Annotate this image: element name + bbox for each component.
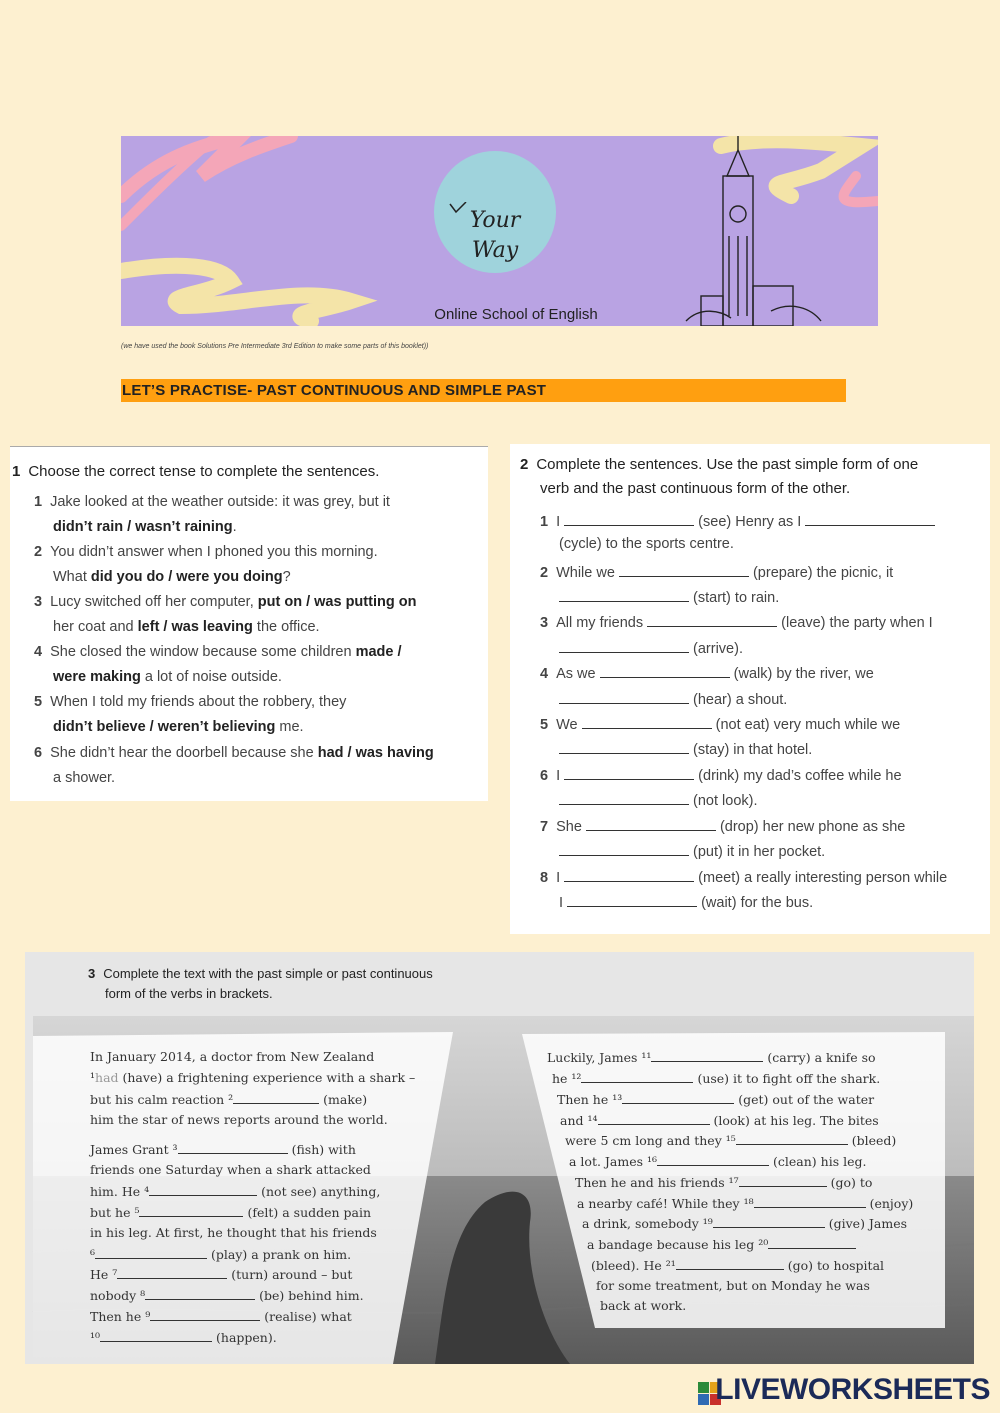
- text-line: in his leg. At first, he thought that his friends: [90, 1225, 377, 1240]
- text-line: a drink, somebody ¹⁹ (give) James: [582, 1216, 908, 1231]
- text-line: him. He ⁴ (not see) anything,: [90, 1184, 381, 1199]
- source-note: (we have used the book Solutions Pre Intermediate 3rd Edition to make some parts of this booklet)): [121, 343, 429, 350]
- choice-option[interactable]: didn’t believe / weren’t believing: [53, 719, 276, 735]
- text-line: Then he ¹³ (get) out of the water: [557, 1092, 875, 1107]
- list-item-line: (cycle) to the sports centre.: [559, 536, 734, 552]
- answer-blank[interactable]: [178, 1141, 288, 1154]
- answer-blank[interactable]: [713, 1215, 825, 1228]
- choice-option[interactable]: did you do / were you doing: [90, 569, 283, 585]
- text-line: nobody ⁸ (be) behind him.: [90, 1288, 364, 1303]
- answer-blank[interactable]: [559, 638, 689, 653]
- example-answer: had: [95, 1070, 119, 1085]
- answer-blank[interactable]: [564, 511, 694, 526]
- answer-blank[interactable]: [559, 841, 689, 856]
- list-item: 4 She closed the window because some children made /: [34, 644, 402, 660]
- choice-option[interactable]: didn’t rain / wasn’t raining: [53, 519, 233, 535]
- choice-option[interactable]: had / was having: [317, 745, 434, 761]
- exercise-2-panel: [510, 444, 990, 934]
- text-line: ⁶ (play) a prank on him.: [90, 1247, 352, 1262]
- text-line: Then he and his friends ¹⁷ (go) to: [575, 1175, 873, 1190]
- list-item: 2 While we (prepare) the picnic, it: [540, 562, 893, 581]
- answer-blank[interactable]: [95, 1246, 207, 1259]
- list-item-line: (put) it in her pocket.: [559, 841, 825, 860]
- big-ben-icon: [686, 136, 821, 326]
- text-line: a nearby café! While they ¹⁸ (enjoy): [577, 1196, 914, 1211]
- answer-blank[interactable]: [564, 867, 694, 882]
- answer-blank[interactable]: [736, 1132, 848, 1145]
- list-item-line: (stay) in that hotel.: [559, 739, 812, 758]
- text-line: a bandage because his leg ²⁰: [587, 1236, 856, 1252]
- text-line: back at work.: [600, 1298, 687, 1313]
- list-item-line: a shower.: [53, 770, 116, 786]
- choice-option[interactable]: put on / was putting on: [257, 594, 417, 610]
- answer-blank[interactable]: [622, 1091, 734, 1104]
- text-line: James Grant ³ (fish) with: [90, 1142, 356, 1157]
- text-line: Then he ⁹ (realise) what: [90, 1309, 352, 1324]
- exercise-heading-text: Choose the correct tense to complete the sentences.: [28, 463, 380, 480]
- text-line: him the star of news reports around the world.: [90, 1112, 388, 1127]
- text-line: ¹had (have) a frightening experience with a shark –: [90, 1070, 416, 1085]
- exercise-1-panel: [10, 446, 488, 801]
- answer-blank[interactable]: [805, 511, 935, 526]
- exercise-number: 3: [88, 966, 96, 981]
- list-item: 5 We (not eat) very much while we: [540, 714, 900, 733]
- answer-blank[interactable]: [598, 1112, 710, 1125]
- text-line: (bleed). He ²¹ (go) to hospital: [591, 1258, 885, 1273]
- list-item: 4 As we (walk) by the river, we: [540, 663, 874, 682]
- answer-blank[interactable]: [619, 562, 749, 577]
- answer-blank[interactable]: [600, 663, 730, 678]
- answer-blank[interactable]: [754, 1195, 866, 1208]
- exercise-heading-text: Complete the text with the past simple or past continuous: [103, 966, 433, 981]
- list-item-line: didn’t believe / weren’t believing me.: [53, 719, 304, 735]
- text-line: In January 2014, a doctor from New Zealand: [90, 1049, 375, 1064]
- answer-blank[interactable]: [559, 689, 689, 704]
- exercise-2-heading-line2: verb and the past continuous form of the other.: [540, 480, 851, 497]
- answer-blank[interactable]: [586, 816, 716, 831]
- list-item: 3 All my friends (leave) the party when I: [540, 612, 933, 631]
- list-item: 3 Lucy switched off her computer, put on / was putting on: [34, 594, 417, 610]
- text-line: for some treatment, but on Monday he was: [596, 1278, 870, 1293]
- answer-blank[interactable]: [657, 1153, 769, 1166]
- school-name: Online School of English: [434, 306, 598, 323]
- text-line: He ⁷ (turn) around – but: [90, 1267, 353, 1282]
- exercise-1-heading: [12, 463, 379, 480]
- answer-blank[interactable]: [150, 1308, 260, 1321]
- list-item: 6 I (drink) my dad’s coffee while he: [540, 765, 902, 784]
- exercise-3-panel: [25, 952, 974, 1364]
- text-line: but he ⁵ (felt) a sudden pain: [90, 1205, 372, 1220]
- list-item-line: (start) to rain.: [559, 587, 779, 606]
- answer-blank[interactable]: [117, 1266, 227, 1279]
- answer-blank[interactable]: [145, 1287, 255, 1300]
- answer-blank[interactable]: [647, 612, 777, 627]
- text-line: ¹⁰ (happen).: [90, 1330, 277, 1345]
- list-item: 6 She didn’t hear the doorbell because she had / was having: [34, 745, 434, 761]
- text-line: Luckily, James ¹¹ (carry) a knife so: [547, 1050, 876, 1065]
- choice-option[interactable]: left / was leaving: [137, 619, 253, 635]
- list-item-line: were making a lot of noise outside.: [53, 669, 282, 685]
- list-item-line: (hear) a shout.: [559, 689, 787, 708]
- answer-blank[interactable]: [233, 1091, 319, 1104]
- list-item: 5 When I told my friends about the robbery, they: [34, 694, 347, 710]
- answer-blank[interactable]: [149, 1183, 257, 1196]
- list-item-line: (arrive).: [559, 638, 743, 657]
- logo-text-your: Your: [469, 208, 521, 233]
- answer-blank[interactable]: [581, 1070, 693, 1083]
- exercise-3-heading: [88, 964, 433, 1004]
- list-item: 8 I (meet) a really interesting person while: [540, 867, 990, 886]
- answer-blank[interactable]: [559, 587, 689, 602]
- exercise-heading-line2: form of the verbs in brackets.: [105, 986, 273, 1001]
- list-item: 2 You didn’t answer when I phoned you this morning.: [34, 544, 378, 560]
- logo-text-way: Way: [471, 238, 519, 263]
- answer-blank[interactable]: [651, 1049, 763, 1062]
- text-line: a lot. James ¹⁶ (clean) his leg.: [569, 1154, 867, 1169]
- list-item-line: What did you do / were you doing?: [53, 569, 291, 585]
- list-item: 1 Jake looked at the weather outside: it was grey, but it: [34, 494, 390, 510]
- answer-blank[interactable]: [559, 739, 689, 754]
- list-item: 1 I (see) Henry as I: [540, 511, 935, 530]
- text-line: friends one Saturday when a shark attacked: [90, 1162, 371, 1177]
- answer-blank[interactable]: [564, 765, 694, 780]
- answer-blank[interactable]: [676, 1257, 784, 1270]
- exercise-2-heading: [520, 456, 918, 473]
- list-item: 7 She (drop) her new phone as she: [540, 816, 905, 835]
- exercise-number: 1: [12, 463, 21, 480]
- answer-blank[interactable]: [768, 1236, 856, 1249]
- choice-option[interactable]: made /: [355, 644, 402, 660]
- choice-option[interactable]: were making: [53, 669, 141, 685]
- exercise-number: 2: [520, 456, 529, 473]
- answer-blank[interactable]: [100, 1329, 212, 1342]
- list-item-line: I (wait) for the bus.: [559, 892, 813, 911]
- text-line: he ¹² (use) it to fight off the shark.: [552, 1071, 881, 1086]
- answer-blank[interactable]: [139, 1204, 243, 1217]
- header-banner: [121, 136, 878, 326]
- answer-blank[interactable]: [567, 892, 697, 907]
- answer-blank[interactable]: [582, 714, 712, 729]
- list-item-line: her coat and left / was leaving the office.: [53, 619, 320, 635]
- liveworksheets-watermark: LIVEWORKSHEETS: [715, 1373, 990, 1406]
- text-line: but his calm reaction ² (make): [90, 1092, 368, 1107]
- text-line: were 5 cm long and they ¹⁵ (bleed): [565, 1133, 897, 1148]
- list-item-line: didn’t rain / wasn’t raining.: [53, 519, 237, 535]
- text-line: and ¹⁴ (look) at his leg. The bites: [560, 1113, 879, 1128]
- list-item-line: (not look).: [559, 790, 758, 809]
- answer-blank[interactable]: [559, 790, 689, 805]
- page-title: LET’S PRACTISE- PAST CONTINUOUS AND SIMPLE PAST: [122, 382, 547, 399]
- exercise-heading-text: Complete the sentences. Use the past simple form of one: [536, 456, 919, 473]
- answer-blank[interactable]: [739, 1174, 827, 1187]
